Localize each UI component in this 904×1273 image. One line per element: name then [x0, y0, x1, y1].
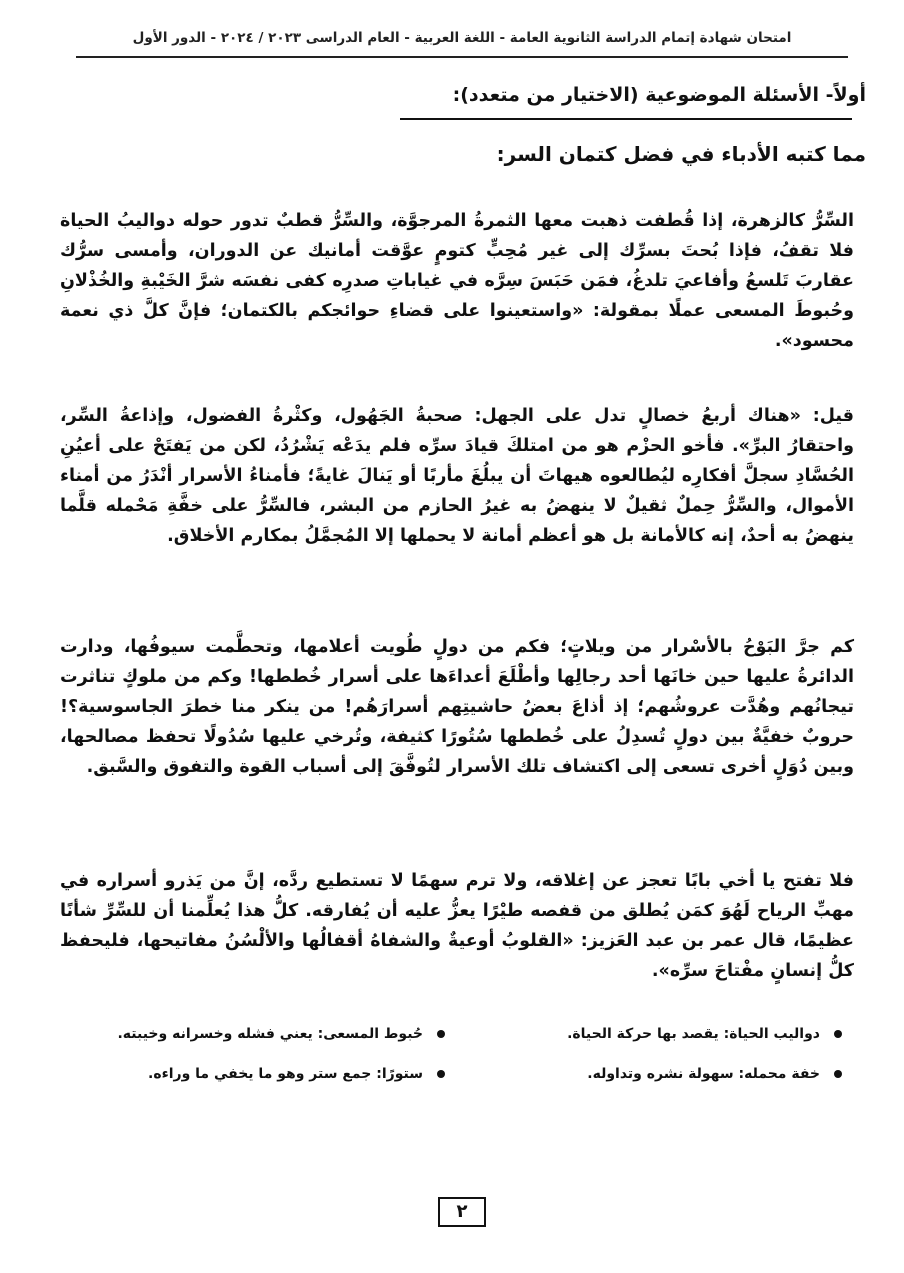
glossary-item	[60, 1026, 457, 1042]
passage-paragraph-4: فلا تفتح يا أخي بابًا تعجز عن إغلاقه، ولا ترم سهمًا لا تستطيع ردَّه، إنَّ من يَذرو أسراره في مهبِّ الرياح لَهُوَ كمَن يُطلق من قفصه طيْرًا يعزُّ عليه أن يُفارقه. كلُّ هذا يُعلِّمنا أن للسِّرِّ شأنًا عظيمًا، قال عمر بن عبد العَزيز: «القلوبُ أوعيةٌ والشفاهُ أقفالُها والألْسُنُ مفاتيحها، فليحفظ كلُّ إنسانٍ مفْتاحَ سرِّه».	[60, 870, 854, 981]
glossary	[60, 1020, 854, 1100]
passage-paragraph-1: السِّرُّ كالزهرة، إذا قُطفت ذهبت معها الثمرةُ المرجوَّة، والسِّرُّ قطبٌ تدور حوله دواليبُ الحياة فلا تقفُ، فإذا بُحتَ بسرِّك إلى غير مُحِبٍّ كتومٍ عوَّقت أمانيك عن الدوران، وأمسى سرُّك عقاربَ تَلسعُ وأفاعيَ تلدغُ، فمَن حَبَسَ سِرَّه في غياباتِ صدرِه كفى نفسَه شرَّ الخَيْبةِ والخُذْلانِ وحُبوطَ المسعى عملًا بمقولة: «واستعينوا على قضاءِ حوائجكم بالكتمان؛ فإنَّ كلَّ ذي نعمة محسود».	[60, 210, 854, 351]
glossary-text: دواليب الحياة: يقصد بها حركة الحياة.	[567, 1026, 820, 1042]
exam-header: امتحان شهادة إتمام الدراسة الثانوية العامة - اللغة العربية - العام الدراسى ٢٠٢٣ / ٢٠٢٤ - الدور الأول	[132, 30, 792, 46]
glossary-item	[457, 1026, 854, 1042]
glossary-text: خفة محمله: سهولة نشره وتداوله.	[587, 1066, 820, 1082]
passage-paragraph-2: قيل: «هناك أربعُ خصالٍ تدل على الجهل: صحبةُ الجَهُول، وكثْرةُ الفضول، وإذاعةُ السِّر، واحتقارُ البرِّ». فأخو الحزْم هو من امتلكَ قيادَ سرِّه فلم يدَعْه يَشْرُدُ، لكن من يَفتَحْ على أعيُنِ الحُسَّادِ سجلَّ أفكارِه ليُطالعوه هيهاتَ أن يبلُغَ مأربًا أو يَنالَ غايةً؛ فأمناءُ الأسرار أنْدَرُ من أمناء الأموال، والسِّرُّ حِملٌ ثقيلٌ لا ينهضُ به غيرُ الحازم من البشر، فالسِّرُّ على خفَّةِ مَحْمله قلَّما ينهضُ به أحدٌ، إنه كالأمانة بل هو أعظم أمانة لا يحملها إلا المُجمَّلُ بمكارم الأخلاق.	[60, 405, 854, 546]
bullet-icon	[834, 1030, 842, 1038]
bullet-icon	[437, 1070, 445, 1078]
bullet-icon	[834, 1070, 842, 1078]
glossary-text: ستورًا: جمع ستر وهو ما يخفي ما وراءه.	[148, 1066, 423, 1082]
glossary-row	[60, 1020, 854, 1048]
section-title: أولاً- الأسئلة الموضوعية (الاختيار من متعدد):	[452, 84, 866, 106]
glossary-item	[60, 1066, 457, 1082]
header-divider	[76, 56, 848, 58]
bullet-icon	[437, 1030, 445, 1038]
page-number: ٢	[438, 1197, 486, 1227]
glossary-text: حُبوط المسعى: يعني فشله وخسرانه وخيبته.	[117, 1026, 423, 1042]
passage-paragraph-3: كم جرَّ البَوْحُ بالأسْرار من ويلاتٍ؛ فكم من دولٍ طُويت أعلامها، وتحطَّمت سيوفُها، ودارت الدائرةُ عليها حين خانَها أحد رجالِها وأطْلَعَ أعداءَها على أسرار خُططها! وكم من ملوكٍ تناثرت تيجانُهم وهُدَّت عروشُهم؛ إذ أذاعَ بعضُ حاشيتِهم أسرارَهُم! من ينكر منا خطرَ الجاسوسية؟! حروبٌ خفيَّةٌ بين دولٍ تُسدِلُ على خُططها سُتُورًا كثيفة، وتُرخي عليها سُدُولًا تحفظ مصالحها، وبين دُوَلٍ أخرى تسعى إلى اكتشاف تلك الأسرار لتُوفَّقَ إلى أسباب القوة والتفوق والسَّبق.	[60, 636, 854, 777]
glossary-item	[457, 1066, 854, 1082]
glossary-row	[60, 1060, 854, 1088]
section-title-underline	[400, 118, 852, 120]
passage-intro: مما كتبه الأدباء في فضل كتمان السر:	[496, 142, 866, 166]
